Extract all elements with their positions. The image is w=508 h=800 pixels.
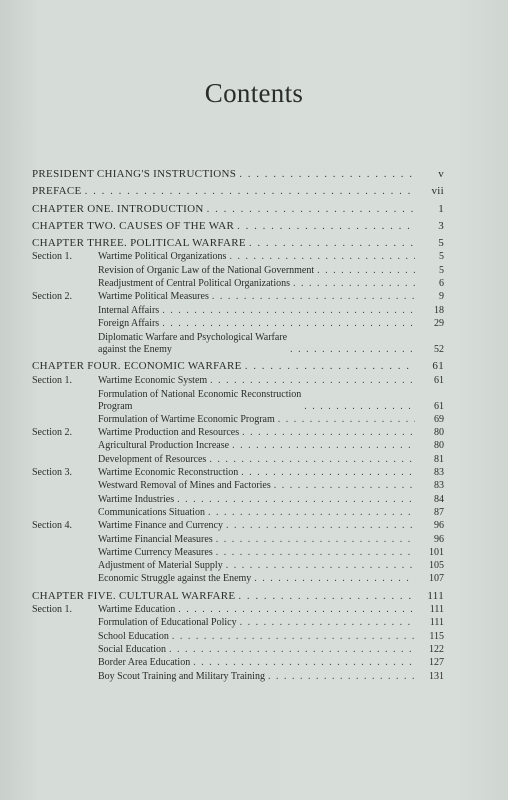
section-number: Section 3. [32,467,72,479]
page-number: 6 [439,278,444,290]
page-number: 61 [434,400,444,412]
entry-title: Wartime Economic System [98,374,208,386]
entry-title: Formulation of Wartime Economic Program [98,413,275,425]
entry-title: Formulation of National Economic Reconstruction Program [98,388,302,412]
page-number: 87 [434,506,444,518]
leader-dots [229,250,415,263]
page-number: 61 [434,374,444,386]
toc-section-entry [32,603,444,616]
leader-dots [178,603,415,616]
page-number: 1 [438,202,444,215]
toc-item-entry [32,559,444,572]
page-number: 96 [434,533,444,545]
leader-dots [240,616,415,629]
toc-item-entry [32,479,444,492]
toc-item-entry [32,453,444,466]
entry-title: Formulation of Educational Policy [98,617,237,629]
leader-dots [237,220,415,233]
page-number: 5 [438,237,444,250]
entry-title: Social Education [98,643,167,655]
toc-chapter-entry [32,237,444,250]
page-number: 52 [434,343,444,355]
leader-dots [208,506,415,519]
toc-item-entry [32,304,444,317]
entry-title: Diplomatic Warfare and Psychological Warfare against the Enemy [98,332,288,356]
leader-dots [239,168,415,181]
page-number: 105 [429,560,444,572]
leader-dots [210,374,415,387]
toc-item-entry [32,546,444,559]
entry-title: Wartime Economic Reconstruction [98,467,239,479]
leader-dots [278,413,415,426]
leader-dots [216,533,415,546]
entry-title: CHAPTER THREE. POLITICAL WARFARE [32,237,246,250]
toc-section-entry [32,374,444,387]
entry-title: Wartime Education [98,604,176,616]
page-number: 122 [429,643,444,655]
page-number: 3 [438,219,444,232]
entry-title: CHAPTER TWO. CAUSES OF THE WAR [32,219,235,232]
section-number: Section 2. [32,291,72,303]
leader-dots [85,185,415,198]
entry-title: Wartime Industries [98,493,175,505]
entry-title: Development of Resources [98,453,207,465]
page-number: 69 [434,413,444,425]
page-number: 61 [432,360,444,373]
page-number: 111 [427,589,444,602]
page-number: 80 [434,440,444,452]
page-number: 5 [439,251,444,263]
toc-chapter-entry [32,589,444,603]
page-number: 83 [434,467,444,479]
toc-section-entry [32,290,444,303]
entry-title: CHAPTER FOUR. ECONOMIC WARFARE [32,360,242,373]
entry-title: Communications Situation [98,506,205,518]
leader-dots [304,400,415,413]
toc-item-entry [32,317,444,330]
toc-section-entry [32,250,444,263]
toc-chapter-entry [32,168,444,181]
entry-title: Wartime Political Measures [98,291,209,303]
entry-title: Internal Affairs [98,304,160,316]
toc-chapter-entry [32,185,444,198]
entry-title: Wartime Finance and Currency [98,520,223,532]
leader-dots [207,203,415,216]
page-number: 29 [434,317,444,329]
entry-title: Wartime Financial Measures [98,533,213,545]
leader-dots [193,656,415,669]
leader-dots [169,643,415,656]
entry-title: Economic Struggle against the Enemy [98,573,252,585]
toc-chapter-entry [32,219,444,233]
leader-dots [245,360,415,373]
leader-dots [216,546,415,559]
entry-title: PREFACE [32,185,82,198]
leader-dots [226,519,415,532]
toc-section-entry [32,426,444,439]
entry-title: School Education [98,630,169,642]
leader-dots [254,572,415,585]
entry-title: Border Area Education [98,657,191,669]
page-number: v [438,168,444,180]
toc-item-entry [32,277,444,290]
page-number: 18 [434,304,444,316]
entry-title: Wartime Political Organizations [98,251,227,263]
toc-item-entry [32,533,444,546]
entry-title: Westward Removal of Mines and Factories [98,480,271,492]
page-number: 80 [434,427,444,439]
leader-dots [268,670,415,683]
entry-title: Revision of Organic Law of the National Government [98,264,315,276]
entry-title: Boy Scout Training and Military Training [98,670,265,682]
entry-title: Adjustment of Material Supply [98,560,223,572]
page-number: 115 [429,630,444,642]
entry-title: Foreign Affairs [98,317,160,329]
toc-item-entry [32,630,444,643]
leader-dots [212,290,415,303]
leader-dots [290,343,415,356]
page-number: 5 [439,264,444,276]
toc-item-entry [32,643,444,656]
leader-dots [172,630,415,643]
leader-dots [238,590,415,603]
toc-item-entry [32,506,444,519]
leader-dots [162,317,415,330]
entry-title: Wartime Currency Measures [98,546,213,558]
page-number: 9 [439,291,444,303]
toc-item-entry [32,572,444,585]
toc-item-entry [32,656,444,669]
entry-title: Wartime Production and Resources [98,427,240,439]
leader-dots [249,237,415,250]
toc-section-entry [32,466,444,479]
section-number: Section 4. [32,520,72,532]
entry-title: CHAPTER ONE. INTRODUCTION [32,202,204,215]
toc-item-entry [32,387,444,413]
table-of-contents [32,168,444,683]
leader-dots [226,559,415,572]
page-number: 101 [429,546,444,558]
leader-dots [241,466,415,479]
toc-item-entry [32,413,444,426]
leader-dots [162,304,415,317]
toc-chapter-entry [32,360,444,373]
leader-dots [274,479,415,492]
page-number: 107 [429,573,444,585]
leader-dots [209,453,415,466]
section-number: Section 1. [32,604,72,616]
page-number: 81 [434,453,444,465]
toc-chapter-entry [32,202,444,216]
toc-item-entry [32,493,444,506]
page-number: vii [431,185,444,198]
toc-item-entry [32,264,444,277]
leader-dots [317,264,415,277]
entry-title: Agricultural Production Increase [98,440,230,452]
entry-title: CHAPTER FIVE. CULTURAL WARFARE [32,589,236,602]
toc-item-entry [32,330,444,356]
leader-dots [232,439,415,452]
toc-item-entry [32,670,444,683]
leader-dots [293,277,415,290]
page-number: 127 [429,657,444,669]
leader-dots [177,493,415,506]
page-number: 84 [434,493,444,505]
entry-title: Readjustment of Central Political Organizations [98,278,290,290]
page-number: 111 [429,604,444,616]
section-number: Section 1. [32,374,72,386]
section-number: Section 2. [32,427,72,439]
page-number: 83 [434,480,444,492]
section-number: Section 1. [32,251,72,263]
toc-item-entry [32,439,444,452]
leader-dots [242,426,415,439]
page-number: 96 [434,520,444,532]
toc-item-entry [32,616,444,629]
entry-title: PRESIDENT CHIANG'S INSTRUCTIONS [32,168,237,180]
page-title: Contents [204,78,304,108]
page-number: 111 [429,617,444,629]
toc-section-entry [32,519,444,532]
page-number: 131 [429,670,444,682]
